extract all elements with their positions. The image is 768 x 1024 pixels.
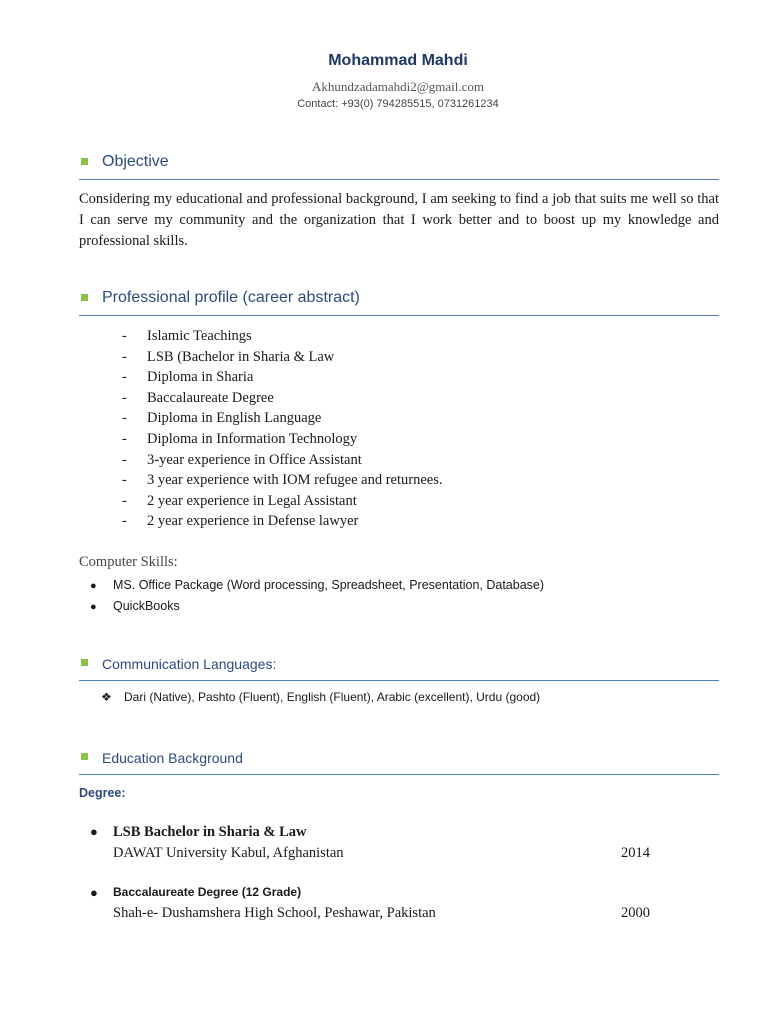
education-heading bbox=[79, 748, 719, 775]
list-item: - Diploma in Information Technology bbox=[122, 430, 358, 447]
green-square-bullet-icon bbox=[81, 158, 88, 165]
education-entry bbox=[90, 824, 660, 866]
list-item: - Diploma in Sharia bbox=[122, 369, 254, 386]
green-square-bullet-icon bbox=[81, 659, 88, 666]
bullet-icon: ● bbox=[90, 580, 97, 592]
list-item: ● QuickBooks bbox=[90, 596, 544, 617]
list-item: - 2 year experience in Legal Assistant bbox=[122, 492, 357, 509]
objective-text: Considering my educational and professional background, I am seeking to find a job that suits me well so that I can serve my community and the organization that I work better and to boost up my knowledge and professional skills. bbox=[79, 191, 719, 249]
education-title: Education Background bbox=[102, 750, 243, 766]
list-item: - Diploma in English Language bbox=[122, 410, 322, 427]
list-item: - 3 year experience with IOM refugee and returnees. bbox=[122, 472, 443, 489]
education-entry bbox=[90, 885, 660, 927]
institution-name: DAWAT University Kabul, Afghanistan bbox=[113, 845, 344, 861]
degree-name: Baccalaureate Degree (12 Grade) bbox=[113, 885, 302, 899]
degree-label: Degree: bbox=[79, 786, 126, 800]
list-item: - 3-year experience in Office Assistant bbox=[122, 451, 362, 468]
list-item: - LSB (Bachelor in Sharia & Law bbox=[122, 348, 335, 365]
list-item: - Islamic Teachings bbox=[122, 328, 252, 344]
computer-skills-label: Computer Skills: bbox=[79, 554, 178, 570]
graduation-year: 2014 bbox=[621, 845, 650, 861]
green-square-bullet-icon bbox=[81, 294, 88, 301]
list-item: - Baccalaureate Degree bbox=[122, 389, 274, 406]
contact-phone: Contact: +93(0) 794285515, 0731261234 bbox=[297, 98, 499, 110]
graduation-year: 2000 bbox=[621, 905, 650, 921]
bullet-icon: ● bbox=[90, 885, 98, 900]
bullet-icon: ● bbox=[90, 601, 97, 613]
degree-name: LSB Bachelor in Sharia & Law bbox=[113, 824, 307, 840]
bullet-icon: ● bbox=[90, 824, 98, 839]
list-item: - 2 year experience in Defense lawyer bbox=[122, 513, 359, 530]
languages-title: Communication Languages: bbox=[102, 656, 277, 672]
list-item: ● MS. Office Package (Word processing, Spreadsheet, Presentation, Database) bbox=[90, 575, 544, 596]
profile-title: Professional profile (career abstract) bbox=[102, 289, 360, 306]
resume-name: Mohammad Mahdi bbox=[328, 52, 468, 69]
languages-heading bbox=[79, 654, 719, 681]
email-address: Akhundzadamahdi2@gmail.com bbox=[312, 79, 484, 94]
profile-heading bbox=[79, 289, 719, 316]
objective-title: Objective bbox=[102, 153, 169, 170]
objective-heading bbox=[79, 153, 719, 180]
computer-skills-list bbox=[90, 575, 544, 617]
institution-name: Shah-e- Dushamshera High School, Peshawar, Pakistan bbox=[113, 905, 436, 921]
languages-item: ❖ Dari (Native), Pashto (Fluent), English (Fluent), Arabic (excellent), Urdu (good) bbox=[101, 690, 541, 704]
profile-list bbox=[122, 326, 443, 532]
green-square-bullet-icon bbox=[81, 753, 88, 760]
diamond-bullet-icon: ❖ bbox=[101, 690, 112, 704]
